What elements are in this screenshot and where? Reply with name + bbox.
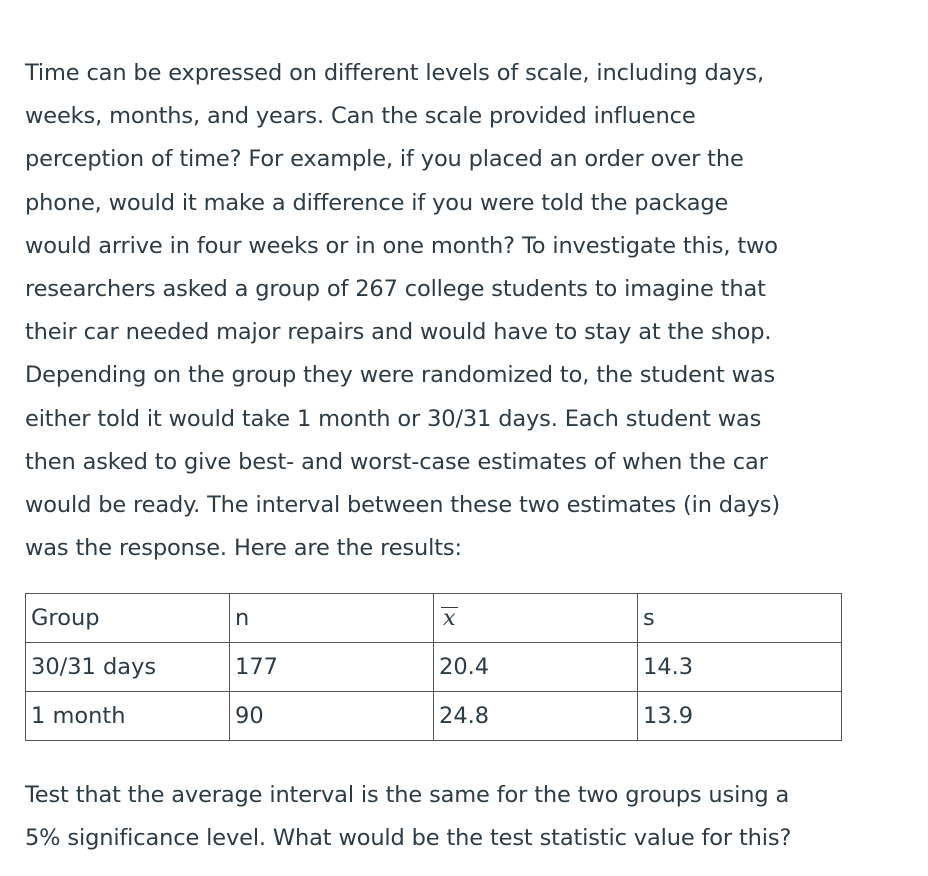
table-row bbox=[26, 643, 842, 692]
xbar-symbol: x bbox=[443, 605, 456, 631]
header-xbar bbox=[434, 594, 638, 643]
header-n: n bbox=[230, 594, 434, 643]
question-line: 5% significance level. What would be the test statistic value for this? bbox=[25, 825, 792, 852]
cell-sd: 13.9 bbox=[638, 692, 842, 741]
cell-n: 90 bbox=[230, 692, 434, 741]
cell-mean: 24.8 bbox=[434, 692, 638, 741]
header-group: Group bbox=[26, 594, 230, 643]
table-row bbox=[26, 692, 842, 741]
problem-content bbox=[25, 52, 905, 852]
problem-description bbox=[25, 52, 905, 570]
description-line: was the response. Here are the results: bbox=[25, 535, 462, 562]
description-line: would be ready. The interval between these two estimates (in days) bbox=[25, 492, 780, 519]
cell-n: 177 bbox=[230, 643, 434, 692]
description-line: their car needed major repairs and would have to stay at the shop. bbox=[25, 319, 772, 346]
question-line: Test that the average interval is the same for the two groups using a bbox=[25, 782, 790, 808]
cell-sd: 14.3 bbox=[638, 643, 842, 692]
description-line: either told it would take 1 month or 30/31 days. Each student was bbox=[25, 405, 762, 432]
description-line: Depending on the group they were randomized to, the student was bbox=[25, 362, 776, 389]
description-line: weeks, months, and years. Can the scale provided influence bbox=[25, 103, 696, 130]
results-table bbox=[25, 593, 842, 741]
cell-group: 30/31 days bbox=[26, 643, 230, 692]
description-line: researchers asked a group of 267 college students to imagine that bbox=[25, 276, 766, 303]
description-line: then asked to give best- and worst-case estimates of when the car bbox=[25, 448, 768, 475]
description-line: Time can be expressed on different levels of scale, including days, bbox=[25, 60, 764, 86]
header-s: s bbox=[638, 594, 842, 643]
cell-group: 1 month bbox=[26, 692, 230, 741]
description-line: perception of time? For example, if you placed an order over the bbox=[25, 146, 744, 173]
description-line: would arrive in four weeks or in one month? To investigate this, two bbox=[25, 232, 778, 259]
table-header-row bbox=[26, 594, 842, 643]
description-line: phone, would it make a difference if you were told the package bbox=[25, 189, 729, 216]
question-text bbox=[25, 774, 791, 860]
cell-mean: 20.4 bbox=[434, 643, 638, 692]
